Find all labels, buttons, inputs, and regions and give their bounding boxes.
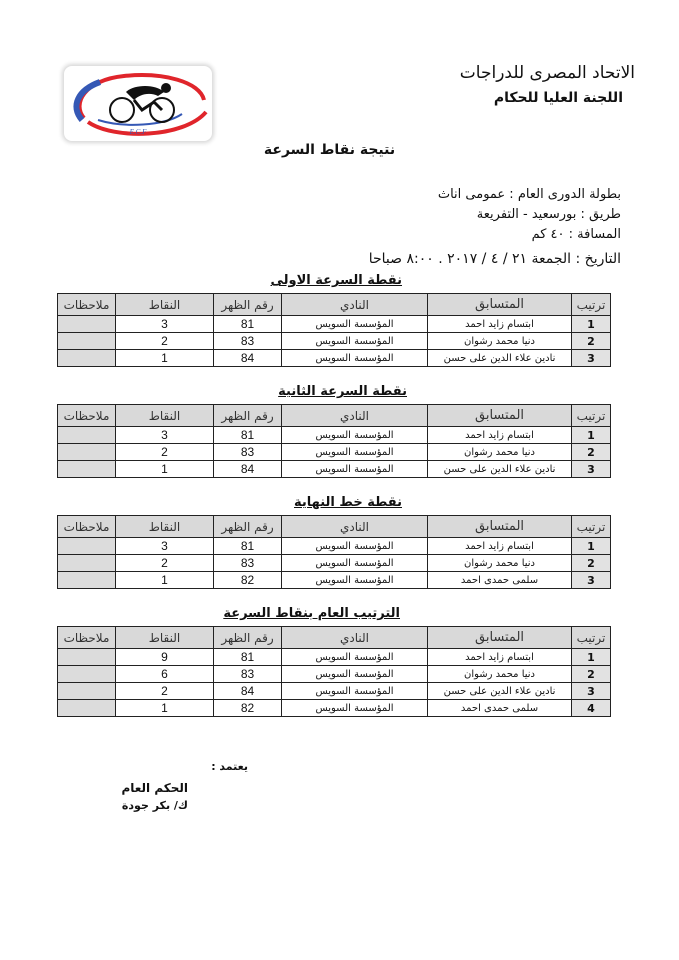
table-row [58, 350, 611, 367]
cell-points: 6 [116, 666, 214, 683]
table-header-row [58, 516, 611, 538]
cell-rank: 2 [572, 444, 611, 461]
table-row [58, 538, 611, 555]
cell-rank: 3 [572, 350, 611, 367]
cell-rank: 2 [572, 666, 611, 683]
column-header-bib: رقم الظهر [214, 627, 282, 649]
cell-rank: 4 [572, 700, 611, 717]
cell-points: 2 [116, 333, 214, 350]
column-header-rider: المتسابق [428, 294, 572, 316]
table-row [58, 649, 611, 666]
approval-block [0, 760, 248, 812]
cell-bib: 83 [214, 666, 282, 683]
cell-points: 3 [116, 538, 214, 555]
results-table [57, 404, 611, 478]
cell-bib: 83 [214, 333, 282, 350]
cell-rank: 2 [572, 555, 611, 572]
column-header-rider: المتسابق [428, 627, 572, 649]
cell-rank: 1 [572, 649, 611, 666]
cell-notes [58, 700, 116, 717]
cell-rank: 1 [572, 316, 611, 333]
logo-text: E.C.F [129, 128, 147, 136]
cell-notes [58, 683, 116, 700]
column-header-bib: رقم الظهر [214, 294, 282, 316]
cell-rank: 3 [572, 461, 611, 478]
section-title: الترتيب العام بنقاط السرعة [223, 606, 400, 621]
cell-club: المؤسسة السويس [282, 555, 428, 572]
race-info [369, 185, 621, 269]
cell-rider: ابتسام زايد احمد [428, 538, 572, 555]
cell-rider: دنيا محمد رشوان [428, 444, 572, 461]
section-title: نقطة خط النهاية [294, 495, 402, 510]
cell-notes [58, 316, 116, 333]
cell-club: المؤسسة السويس [282, 333, 428, 350]
column-header-club: النادي [282, 516, 428, 538]
column-header-points: النقاط [116, 627, 214, 649]
column-header-rider: المتسابق [428, 516, 572, 538]
cell-notes [58, 350, 116, 367]
column-header-rank: ترتيب [572, 294, 611, 316]
page-title-text: نتيجة نقاط السرعة [263, 142, 396, 158]
section-title: نقطة السرعة الثانية [278, 384, 407, 399]
table-row [58, 683, 611, 700]
column-header-points: النقاط [116, 405, 214, 427]
cyclist-logo-icon [64, 66, 212, 141]
championship-line: بطولة الدورى العام : عمومى اناث [437, 187, 621, 202]
cell-points: 1 [116, 350, 214, 367]
cell-bib: 81 [214, 316, 282, 333]
column-header-notes: ملاحظات [58, 516, 116, 538]
cell-rider: سلمى حمدى احمد [428, 700, 572, 717]
cell-bib: 81 [214, 427, 282, 444]
cell-points: 1 [116, 700, 214, 717]
cell-notes [58, 666, 116, 683]
cell-points: 2 [116, 683, 214, 700]
results-table [57, 515, 611, 589]
cell-rider: ابتسام زايد احمد [428, 427, 572, 444]
column-header-notes: ملاحظات [58, 405, 116, 427]
cell-bib: 81 [214, 649, 282, 666]
cell-notes [58, 555, 116, 572]
table-row [58, 444, 611, 461]
federation-logo [64, 66, 212, 141]
cell-points: 1 [116, 461, 214, 478]
table-header-row [58, 405, 611, 427]
cell-rider: نادين علاء الدين على حسن [428, 350, 572, 367]
table-row [58, 700, 611, 717]
column-header-notes: ملاحظات [58, 294, 116, 316]
org-name: الاتحاد المصرى للدراجات [459, 63, 635, 83]
organization-header [460, 60, 635, 110]
cell-bib: 83 [214, 555, 282, 572]
column-header-club: النادي [282, 294, 428, 316]
table-row [58, 316, 611, 333]
cell-rider: ابتسام زايد احمد [428, 649, 572, 666]
results-table [57, 293, 611, 367]
table-header-row [58, 627, 611, 649]
column-header-points: النقاط [116, 516, 214, 538]
table-row [58, 666, 611, 683]
cell-rider: دنيا محمد رشوان [428, 555, 572, 572]
cell-points: 2 [116, 444, 214, 461]
cell-rank: 3 [572, 683, 611, 700]
route-line: طريق : بورسعيد - التفريعة [476, 207, 621, 222]
column-header-notes: ملاحظات [58, 627, 116, 649]
cell-rider: نادين علاء الدين على حسن [428, 461, 572, 478]
cell-points: 2 [116, 555, 214, 572]
distance-line: المسافة : ٤٠ كم [531, 227, 621, 242]
table-row [58, 572, 611, 589]
cell-club: المؤسسة السويس [282, 427, 428, 444]
cell-rank: 3 [572, 572, 611, 589]
cell-bib: 84 [214, 350, 282, 367]
cell-bib: 84 [214, 683, 282, 700]
cell-bib: 83 [214, 444, 282, 461]
cell-bib: 84 [214, 461, 282, 478]
cell-notes [58, 427, 116, 444]
cell-bib: 82 [214, 700, 282, 717]
table-row [58, 333, 611, 350]
cell-points: 3 [116, 427, 214, 444]
cell-club: المؤسسة السويس [282, 666, 428, 683]
table-row [58, 555, 611, 572]
cell-notes [58, 649, 116, 666]
cell-club: المؤسسة السويس [282, 350, 428, 367]
cell-rank: 2 [572, 333, 611, 350]
section-title: نقطة السرعة الاولى [270, 273, 402, 288]
cell-rider: دنيا محمد رشوان [428, 666, 572, 683]
table-row [58, 461, 611, 478]
cell-points: 1 [116, 572, 214, 589]
cell-notes [58, 572, 116, 589]
cell-points: 3 [116, 316, 214, 333]
cell-club: المؤسسة السويس [282, 538, 428, 555]
cell-club: المؤسسة السويس [282, 461, 428, 478]
cell-rider: سلمى حمدى احمد [428, 572, 572, 589]
cell-notes [58, 538, 116, 555]
column-header-club: النادي [282, 405, 428, 427]
column-header-bib: رقم الظهر [214, 516, 282, 538]
column-header-points: النقاط [116, 294, 214, 316]
table-row [58, 427, 611, 444]
column-header-rank: ترتيب [572, 516, 611, 538]
cell-notes [58, 333, 116, 350]
column-header-rank: ترتيب [572, 405, 611, 427]
cell-bib: 82 [214, 572, 282, 589]
approver-name: ك/ بكر جودة [121, 799, 188, 812]
cell-club: المؤسسة السويس [282, 316, 428, 333]
cell-rider: دنيا محمد رشوان [428, 333, 572, 350]
cell-notes [58, 461, 116, 478]
cell-club: المؤسسة السويس [282, 444, 428, 461]
column-header-rank: ترتيب [572, 627, 611, 649]
column-header-club: النادي [282, 627, 428, 649]
cell-rank: 1 [572, 427, 611, 444]
cell-points: 9 [116, 649, 214, 666]
cell-rider: نادين علاء الدين على حسن [428, 683, 572, 700]
cell-club: المؤسسة السويس [282, 683, 428, 700]
cell-club: المؤسسة السويس [282, 700, 428, 717]
table-header-row [58, 294, 611, 316]
cell-club: المؤسسة السويس [282, 572, 428, 589]
cell-club: المؤسسة السويس [282, 649, 428, 666]
cell-rider: ابتسام زايد احمد [428, 316, 572, 333]
approval-label: يعتمد : [211, 760, 248, 773]
results-table [57, 626, 611, 717]
date-line: التاريخ : الجمعة ٢١ / ٤ / ٢٠١٧ . ٨:٠٠ صباحا [368, 251, 621, 267]
committee-name: اللجنة العليا للحكام [493, 90, 623, 106]
column-header-bib: رقم الظهر [214, 405, 282, 427]
column-header-rider: المتسابق [428, 405, 572, 427]
cell-rank: 1 [572, 538, 611, 555]
cell-notes [58, 444, 116, 461]
cell-bib: 81 [214, 538, 282, 555]
approver-role: الحكم العام [121, 781, 188, 795]
page-title [0, 142, 679, 158]
